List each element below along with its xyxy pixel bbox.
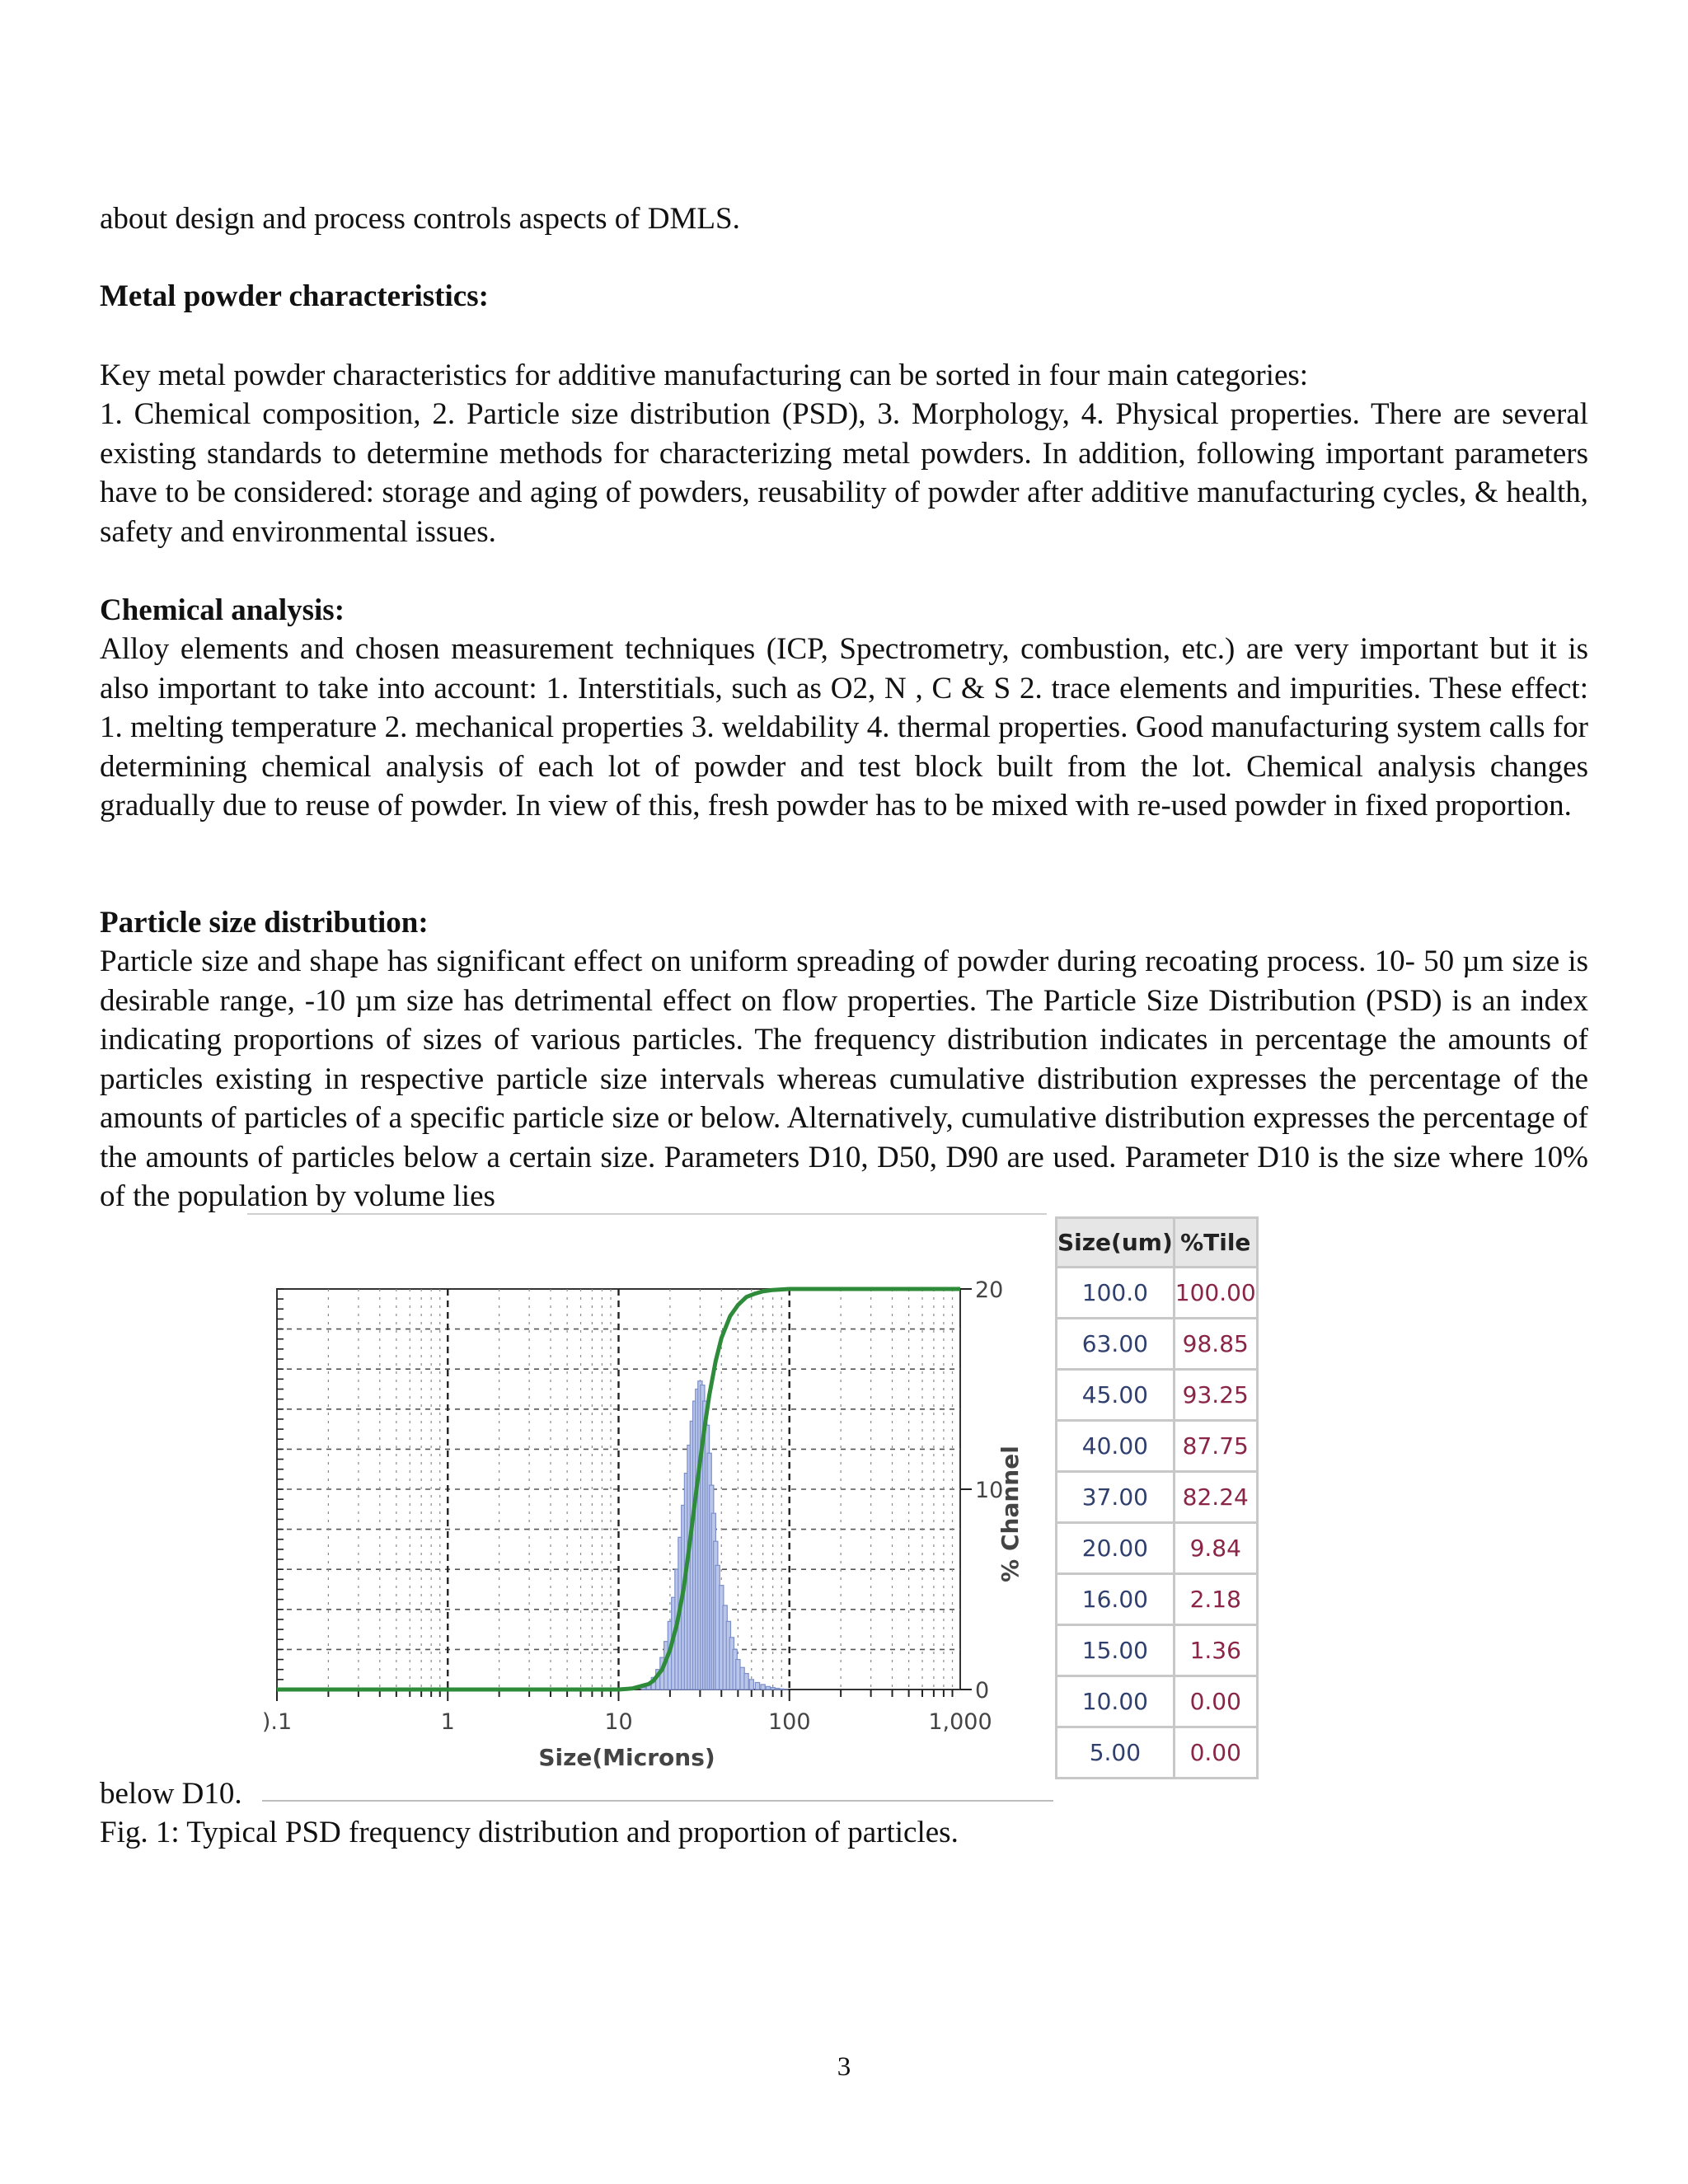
table-cell-tile: 1.36 <box>1174 1625 1257 1676</box>
table-cell-size: 37.00 <box>1057 1472 1175 1523</box>
table-cell-tile: 87.75 <box>1174 1421 1257 1472</box>
histogram-bar <box>775 1689 779 1690</box>
heading-chemical-analysis: Chemical analysis: <box>100 593 345 627</box>
histogram-bar <box>744 1674 748 1690</box>
y-axis-label: % Channel <box>996 1446 1024 1582</box>
percentile-table <box>1055 1216 1259 1779</box>
table-row <box>1057 1370 1258 1421</box>
histogram-bar <box>749 1680 753 1690</box>
histogram-bar <box>755 1682 759 1690</box>
table-row <box>1057 1268 1258 1319</box>
table-row <box>1057 1574 1258 1625</box>
table-cell-size: 15.00 <box>1057 1625 1175 1676</box>
figure-bottom-rule <box>262 1800 1053 1802</box>
paragraph-key-categories: 1. Chemical composition, 2. Particle size distribution (PSD), 3. Morphology, 4. Physical properties. There are several existing standards to determine methods for characterizing metal powders. In addition, following important parameters have to be considered: storage and aging of powders, reusability of powder after additive manufacturing cycles, & health, safety and environmental issues. <box>100 397 1588 549</box>
table-cell-size: 10.00 <box>1057 1676 1175 1727</box>
table-cell-tile: 9.84 <box>1174 1523 1257 1574</box>
table-cell-size: 16.00 <box>1057 1574 1175 1625</box>
table-row <box>1057 1523 1258 1574</box>
table-cell-tile: 98.85 <box>1174 1319 1257 1370</box>
page-number: 3 <box>837 2052 851 2082</box>
figure-caption: Fig. 1: Typical PSD frequency distribution and proportion of particles. <box>100 1816 959 1849</box>
paragraph-chemical-analysis: Alloy elements and chosen measurement techniques (ICP, Spectrometry, combustion, etc.) are very important but it is also important to take into account: 1. Interstitials, such as O2, N , C & S 2. trace elements and impurities. These effect: 1. melting temperature 2. mechanical properties 3. weldability 4. thermal properties. Good manufacturing system calls for determining chemical analysis of each lot of powder and test block built from the lot. Chemical analysis changes gradually due to reuse of powder. In view of this, fresh powder has to be mixed with re-used powder in fixed proportion. <box>100 632 1588 823</box>
table-header-tile: %Tile <box>1174 1218 1257 1268</box>
table-cell-size: 20.00 <box>1057 1523 1175 1574</box>
table-row <box>1057 1676 1258 1727</box>
histogram-bar <box>766 1686 770 1690</box>
x-tick-label: 1,000 <box>928 1709 992 1735</box>
table-cell-size: 100.0 <box>1057 1268 1175 1319</box>
x-axis-label: Size(Microns) <box>538 1744 715 1771</box>
paragraph-key-characteristics: Key metal powder characteristics for additive manufacturing can be sorted in four main categories: <box>100 359 1309 392</box>
table-cell-size: 63.00 <box>1057 1319 1175 1370</box>
table-row <box>1057 1625 1258 1676</box>
histogram-bar <box>771 1688 775 1690</box>
heading-particle-size: Particle size distribution: <box>100 906 429 940</box>
x-tick-label: 10 <box>604 1709 633 1735</box>
y-tick-label: 10 <box>975 1478 1004 1503</box>
x-tick-label: 100 <box>767 1709 811 1735</box>
table-cell-tile: 0.00 <box>1174 1676 1257 1727</box>
y-tick-label: 0 <box>975 1678 990 1704</box>
histogram-bar <box>761 1685 765 1690</box>
table-row <box>1057 1421 1258 1472</box>
heading-metal-powder: Metal powder characteristics: <box>100 279 489 313</box>
psd-chart <box>247 1213 1055 1807</box>
table-cell-size: 45.00 <box>1057 1370 1175 1421</box>
histogram-bar <box>736 1660 740 1690</box>
table-cell-tile: 93.25 <box>1174 1370 1257 1421</box>
x-tick-label: 1 <box>440 1709 455 1735</box>
table-row <box>1057 1472 1258 1523</box>
paragraph-below-d10: below D10. <box>100 1777 242 1811</box>
table-cell-tile: 82.24 <box>1174 1472 1257 1523</box>
table-cell-size: 5.00 <box>1057 1727 1175 1779</box>
table-header-row <box>1057 1218 1258 1268</box>
table-row <box>1057 1319 1258 1370</box>
table-cell-tile: 0.00 <box>1174 1727 1257 1779</box>
paragraph-particle-size: Particle size and shape has significant effect on uniform spreading of powder during recoating process. 10- 50 µm size is desirable range, -10 µm size has detrimental effect on flow properties. The Particle Size Distribution (PSD) is an index indicating proportions of sizes of various particles. The frequency distribution indicates in percentage the amounts of particles existing in respective particle size intervals whereas cumulative distribution expresses the percentage of the amounts of particles of a specific particle size or below. Alternatively, cumulative distribution expresses the percentage of the amounts of particles below a certain size. Parameters D10, D50, D90 are used. Parameter D10 is the size where 10% of the population by volume lies <box>100 944 1588 1213</box>
table-row <box>1057 1727 1258 1779</box>
table-header-size: Size(um) <box>1057 1218 1175 1268</box>
paragraph-intro: about design and process controls aspects of DMLS. <box>100 202 740 236</box>
table-cell-tile: 100.00 <box>1174 1268 1257 1319</box>
table-cell-tile: 2.18 <box>1174 1574 1257 1625</box>
table-cell-size: 40.00 <box>1057 1421 1175 1472</box>
x-tick-label: ).1 <box>261 1709 293 1735</box>
y-tick-label: 20 <box>975 1277 1004 1303</box>
